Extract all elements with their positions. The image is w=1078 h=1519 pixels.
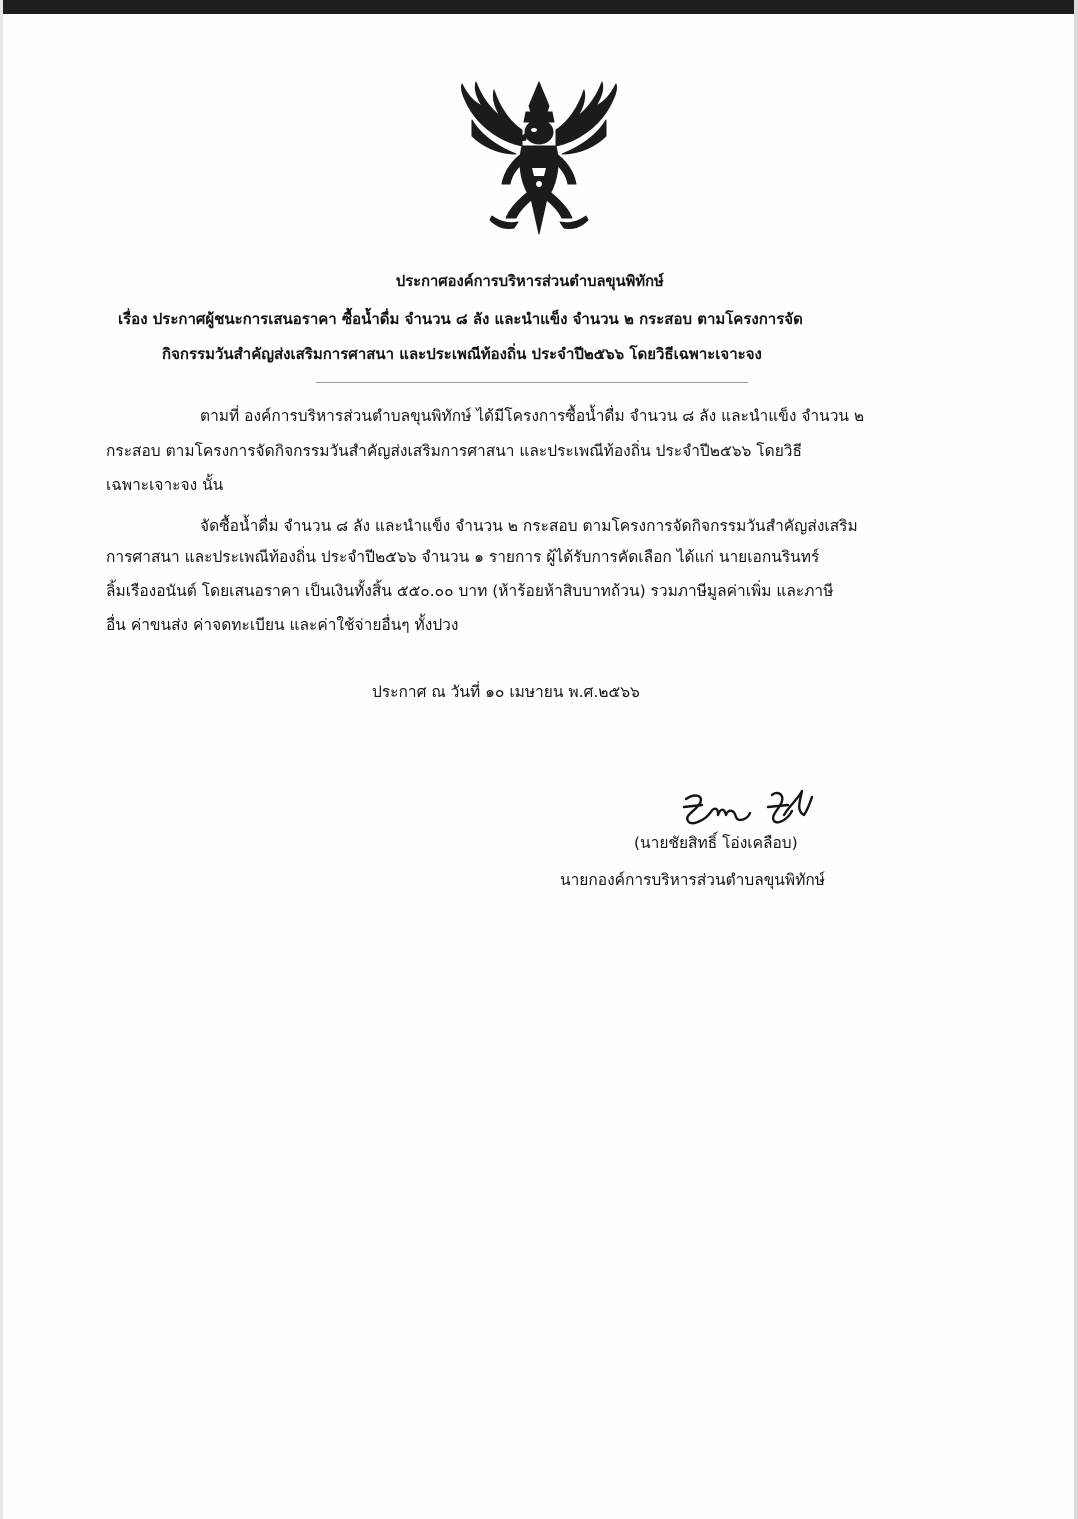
- paragraph-1-line-2: กระสอบ ตามโครงการจัดกิจกรรมวันสำคัญส่งเสริมการศาสนา และประเพณีท้องถิ่น ประจำปี๒๕๖๖ โดยวิธี: [106, 442, 802, 460]
- announcement-date: ประกาศ ณ วันที่ ๑๐ เมษายน พ.ศ.๒๕๖๖: [372, 683, 640, 701]
- signer-position: นายกองค์การบริหารส่วนตำบลขุนพิทักษ์: [560, 871, 825, 889]
- subject-line-2: กิจกรรมวันสำคัญส่งเสริมการศาสนา และประเพณีท้องถิ่น ประจำปี๒๕๖๖ โดยวิธีเฉพาะเจาะจง: [162, 345, 762, 363]
- paragraph-1-line-1: ตามที่ องค์การบริหารส่วนตำบลขุนพิทักษ์ ได้มีโครงการซื้อน้ำดื่ม จำนวน ๘ ลัง และนำแข็ง จำนวน ๒: [200, 407, 865, 425]
- heading-divider: [316, 382, 748, 383]
- scan-top-edge: [0, 0, 1078, 14]
- paragraph-1-line-3: เฉพาะเจาะจง นั้น: [106, 476, 224, 494]
- garuda-emblem-icon: [452, 76, 626, 238]
- paragraph-2-line-2: การศาสนา และประเพณีท้องถิ่น ประจำปี๒๕๖๖ จำนวน ๑ รายการ ผู้ได้รับการคัดเลือก ได้แก่ นายเอกนรินทร์: [106, 548, 820, 566]
- signature-icon: [676, 785, 822, 833]
- signer-name: (นายชัยสิทธิ์ โอ่งเคลือบ): [634, 834, 798, 852]
- scan-right-edge: [1074, 0, 1078, 1519]
- paragraph-2-line-1: จัดซื้อน้ำดื่ม จำนวน ๘ ลัง และนำแข็ง จำนวน ๒ กระสอบ ตามโครงการจัดกิจกรรมวันสำคัญส่งเสริม: [200, 517, 858, 535]
- paragraph-2-line-3: ลิ้มเรืองอนันต์ โดยเสนอราคา เป็นเงินทั้งสิ้น ๕๕๐.๐๐ บาท (ห้าร้อยห้าสิบบาทถ้วน) รวมภาษีมูลค่าเพิ่ม และภาษี: [106, 582, 834, 600]
- paragraph-2-line-4: อื่น ค่าขนส่ง ค่าจดทะเบียน และค่าใช้จ่ายอื่นๆ ทั้งปวง: [106, 616, 459, 634]
- subject-line-1: เรื่อง ประกาศผู้ชนะการเสนอราคา ซื้อน้ำดื่ม จำนวน ๘ ลัง และนำแข็ง จำนวน ๒ กระสอบ ตามโครงการจัด: [118, 310, 803, 328]
- scan-left-edge: [0, 0, 3, 1519]
- document-title: ประกาศองค์การบริหารส่วนตำบลขุนพิทักษ์: [395, 272, 664, 290]
